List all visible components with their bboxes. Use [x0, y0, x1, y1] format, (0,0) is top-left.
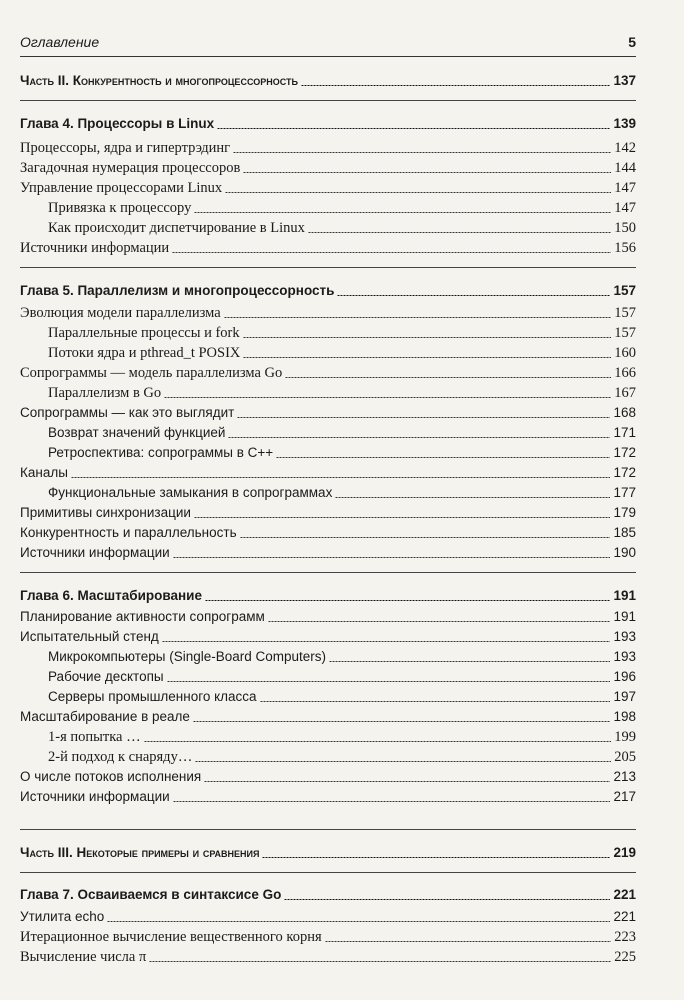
toc-entry [20, 217, 636, 237]
entry-page-number: 147 [614, 180, 636, 196]
dot-leader [195, 761, 611, 762]
dot-leader [173, 801, 611, 802]
entry-title: Сопрограммы — как это выглядит [20, 405, 235, 420]
dot-leader [284, 899, 610, 900]
toc-entry [20, 462, 636, 482]
toc-entry [20, 237, 636, 257]
toc-part-entry [20, 70, 636, 90]
dot-leader [228, 437, 610, 438]
entry-page-number: 157 [614, 305, 636, 321]
entry-page-number: 144 [614, 160, 636, 176]
entry-title: 1-я попытка … [48, 729, 141, 745]
entry-page-number: 193 [613, 649, 636, 664]
entry-title: Функциональные замыкания в сопрограммах [48, 485, 333, 500]
entry-page-number: 156 [614, 240, 636, 256]
entry-page-number: 157 [614, 325, 636, 341]
entry-title: Глава 5. Параллелизм и многопроцессорность [20, 283, 335, 298]
toc-entry [20, 522, 636, 542]
section-divider [20, 267, 636, 268]
toc-entry [20, 177, 636, 197]
dot-leader [173, 557, 611, 558]
entry-page-number: 171 [613, 425, 636, 440]
entry-page-number: 221 [613, 909, 636, 924]
entry-title: Серверы промышленного класса [48, 689, 257, 704]
entry-title: Ретроспектива: сопрограммы в C++ [48, 445, 274, 460]
dot-leader [268, 621, 611, 622]
page-number: 5 [628, 34, 636, 50]
toc-entry [20, 382, 636, 402]
toc-entry [20, 646, 636, 666]
dot-leader [225, 192, 611, 193]
dot-leader [162, 641, 611, 642]
entry-page-number: 150 [614, 220, 636, 236]
entry-title: Параллельные процессы и fork [48, 325, 240, 341]
entry-page-number: 147 [614, 200, 636, 216]
dot-leader [233, 152, 611, 153]
toc-entry [20, 626, 636, 646]
entry-page-number: 193 [613, 629, 636, 644]
entry-page-number: 191 [613, 588, 636, 603]
toc-entry [20, 766, 636, 786]
entry-page-number: 198 [613, 709, 636, 724]
entry-page-number: 139 [613, 116, 636, 131]
entry-page-number: 213 [613, 769, 636, 784]
entry-page-number: 172 [613, 465, 636, 480]
dot-leader [144, 741, 611, 742]
entry-title: Итерационное вычисление вещественного корня [20, 929, 322, 945]
toc-entry [20, 946, 636, 966]
section-divider [20, 572, 636, 573]
entry-page-number: 160 [614, 345, 636, 361]
dot-leader [243, 357, 611, 358]
toc-entry [20, 686, 636, 706]
dot-leader [260, 701, 611, 702]
toc-entry [20, 706, 636, 726]
toc-entry [20, 906, 636, 926]
entry-title: 2-й подход к снаряду… [48, 749, 193, 765]
entry-title: Загадочная нумерация процессоров [20, 160, 241, 176]
toc-entry [20, 746, 636, 766]
header-rule [20, 56, 636, 57]
entry-page-number: 199 [614, 729, 636, 745]
entry-title: Микрокомпьютеры (Single-Board Computers) [48, 649, 327, 664]
dot-leader [329, 661, 610, 662]
running-title: Оглавление [20, 34, 100, 50]
entry-page-number: 190 [613, 545, 636, 560]
dot-leader [240, 537, 611, 538]
entry-title: Процессоры, ядра и гипертрэдинг [20, 140, 231, 156]
entry-title: Планирование активности сопрограмм [20, 609, 265, 624]
entry-page-number: 168 [613, 405, 636, 420]
entry-title: Утилита echo [20, 909, 105, 924]
entry-title: Примитивы синхронизации [20, 505, 191, 520]
toc-entry [20, 322, 636, 342]
entry-page-number: 167 [614, 385, 636, 401]
toc-entry [20, 786, 636, 806]
entry-title: Сопрограммы — модель параллелизма Go [20, 365, 283, 381]
entry-page-number: 225 [614, 949, 636, 965]
dot-leader [149, 961, 611, 962]
dot-leader [243, 337, 611, 338]
entry-title: Конкурентность и параллельность [20, 525, 237, 540]
dot-leader [276, 457, 610, 458]
entry-page-number: 197 [613, 689, 636, 704]
toc-entry [20, 926, 636, 946]
section-divider [20, 872, 636, 873]
dot-leader [308, 232, 611, 233]
entry-title: Масштабирование в реале [20, 709, 190, 724]
dot-leader [172, 252, 611, 253]
entry-page-number: 196 [613, 669, 636, 684]
dot-leader [71, 477, 611, 478]
entry-title: О числе потоков исполнения [20, 769, 202, 784]
toc-entry [20, 442, 636, 462]
entry-title: Источники информации [20, 240, 170, 256]
entry-page-number: 142 [614, 140, 636, 156]
entry-page-number: 185 [613, 525, 636, 540]
toc-entry [20, 137, 636, 157]
entry-title: Источники информации [20, 545, 170, 560]
toc-entry [20, 342, 636, 362]
dot-leader [337, 295, 610, 296]
entry-page-number: 191 [613, 609, 636, 624]
entry-title: Глава 4. Процессоры в Linux [20, 116, 215, 131]
entry-title: Эволюция модели параллелизма [20, 305, 221, 321]
dot-leader [217, 128, 610, 129]
entry-page-number: 205 [614, 749, 636, 765]
dot-leader [262, 857, 610, 858]
toc-entry [20, 606, 636, 626]
toc-chapter-entry [20, 884, 636, 904]
dot-leader [204, 781, 610, 782]
dot-leader [164, 397, 611, 398]
dot-leader [301, 85, 611, 86]
entry-title: Как происходит диспетчирование в Linux [48, 220, 305, 236]
toc-entry [20, 157, 636, 177]
toc-chapter-entry [20, 585, 636, 605]
entry-page-number: 223 [614, 929, 636, 945]
toc-entry [20, 482, 636, 502]
entry-title: Рабочие десктопы [48, 669, 164, 684]
entry-page-number: 179 [613, 505, 636, 520]
entry-title: Параллелизм в Go [48, 385, 162, 401]
entry-title: Глава 7. Осваиваемся в синтаксисе Go [20, 887, 282, 902]
toc-entry [20, 542, 636, 562]
dot-leader [205, 600, 610, 601]
toc-chapter-entry [20, 113, 636, 133]
entry-page-number: 172 [613, 445, 636, 460]
entry-page-number: 157 [613, 283, 636, 298]
entry-page-number: 166 [614, 365, 636, 381]
entry-title: Вычисление числа π [20, 949, 147, 965]
entry-title: Возврат значений функцией [48, 425, 226, 440]
dot-leader [193, 721, 611, 722]
toc-entry [20, 197, 636, 217]
entry-title: Каналы [20, 465, 68, 480]
entry-page-number: 221 [613, 887, 636, 902]
dot-leader [243, 172, 611, 173]
section-divider [20, 100, 636, 101]
entry-page-number: 137 [613, 73, 636, 88]
entry-page-number: 219 [613, 845, 636, 860]
entry-title: Управление процессорами Linux [20, 180, 223, 196]
dot-leader [285, 377, 611, 378]
toc-chapter-entry [20, 280, 636, 300]
entry-title: Привязка к процессору [48, 200, 192, 216]
dot-leader [194, 517, 611, 518]
dot-leader [224, 317, 611, 318]
dot-leader [335, 497, 610, 498]
entry-title: Источники информации [20, 789, 170, 804]
toc-entry [20, 362, 636, 382]
toc-entry [20, 402, 636, 422]
section-divider [20, 829, 636, 830]
dot-leader [167, 681, 611, 682]
entry-title: Испытательный стенд [20, 629, 159, 644]
entry-title: Часть III. Некоторые примеры и сравнения [20, 845, 260, 860]
entry-page-number: 177 [613, 485, 636, 500]
toc-part-entry [20, 842, 636, 862]
toc-entry [20, 666, 636, 686]
running-header [20, 34, 636, 56]
dot-leader [194, 212, 611, 213]
dot-leader [237, 417, 610, 418]
toc-entry [20, 502, 636, 522]
toc-entry [20, 302, 636, 322]
dot-leader [325, 941, 611, 942]
toc-entry [20, 726, 636, 746]
entry-title: Глава 6. Масштабирование [20, 588, 202, 603]
entry-page-number: 217 [613, 789, 636, 804]
toc-entry [20, 422, 636, 442]
entry-title: Потоки ядра и pthread_t POSIX [48, 345, 241, 361]
dot-leader [107, 921, 610, 922]
entry-title: Часть II. Конкурентность и многопроцессорность [20, 73, 298, 88]
